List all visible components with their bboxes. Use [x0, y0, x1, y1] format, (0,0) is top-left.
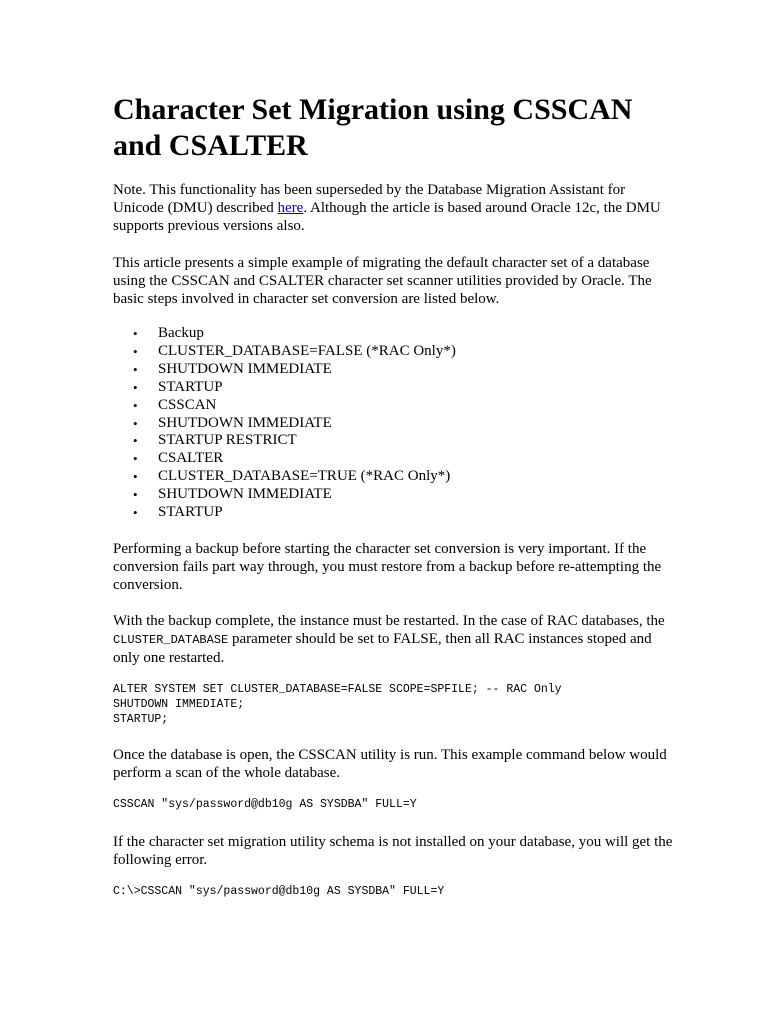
csscan-paragraph: Once the database is open, the CSSCAN utility is run. This example command below would perform a scan of the whole database.: [113, 747, 667, 781]
list-item: • STARTUP: [113, 379, 456, 397]
restart-paragraph: [113, 612, 673, 667]
list-item: • SHUTDOWN IMMEDIATE: [113, 415, 456, 433]
note-text-start: Note. This functionality has been superseded by the Database Migration Assistant for Unicode (DMU) described: [113, 182, 626, 216]
list-item: • CSSCAN: [113, 397, 456, 415]
code-block-alter-system: ALTER SYSTEM SET CLUSTER_DATABASE=FALSE SCOPE=SPFILE; -- RAC Only SHUTDOWN IMMEDIATE; STARTUP;: [113, 683, 562, 726]
code-block-csscan-prompt: C:\>CSSCAN "sys/password@db10g AS SYSDBA" FULL=Y: [113, 885, 445, 898]
here-link[interactable]: here: [277, 200, 304, 216]
restart-text-end: parameter should be set to FALSE, then all RAC instances stoped and only one restarted.: [113, 631, 652, 666]
list-item: • Backup: [113, 325, 456, 343]
restart-text-start: With the backup complete, the instance must be restarted. In the case of RAC databases, the: [113, 613, 665, 629]
list-item: • CLUSTER_DATABASE=FALSE (*RAC Only*): [113, 343, 456, 361]
list-item: • STARTUP: [113, 504, 456, 522]
list-item: • STARTUP RESTRICT: [113, 432, 456, 450]
list-item: • SHUTDOWN IMMEDIATE: [113, 361, 456, 379]
code-block-csscan: CSSCAN "sys/password@db10g AS SYSDBA" FULL=Y: [113, 798, 417, 811]
intro-paragraph: This article presents a simple example of migrating the default character set of a database using the CSSCAN and CSALTER character set scanner utilities provided by Oracle. The basic steps involved in character set conversion are listed below.: [113, 255, 652, 307]
list-item: • CSALTER: [113, 450, 456, 468]
error-paragraph: If the character set migration utility schema is not installed on your database, you will get the following error.: [113, 834, 673, 868]
backup-paragraph: Performing a backup before starting the character set conversion is very important. If the conversion fails part way through, you must restore from a backup before re-attempting the conversion.: [113, 541, 662, 593]
note-text-end: . Although the article is based around Oracle 12c, the DMU supports previous versions also.: [113, 200, 661, 234]
note-paragraph: [113, 181, 673, 235]
list-item: • SHUTDOWN IMMEDIATE: [113, 486, 456, 504]
steps-list: [113, 325, 456, 522]
list-item: • CLUSTER_DATABASE=TRUE (*RAC Only*): [113, 468, 456, 486]
page-title: Character Set Migration using CSSCAN and CSALTER: [113, 93, 633, 162]
cluster-database-code: CLUSTER_DATABASE: [113, 633, 229, 647]
